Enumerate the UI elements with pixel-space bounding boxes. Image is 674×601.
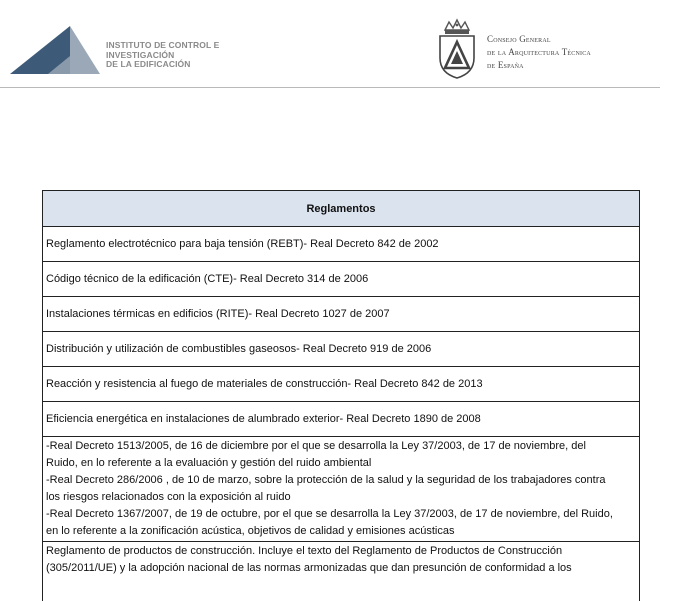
regulations-table bbox=[42, 190, 640, 601]
noise-line: -Real Decreto 286/2006 , de 10 de marzo, sobre la protección de la salud y la seguridad de los trabajadores contra bbox=[46, 474, 606, 486]
table-row: Reglamento electrotécnico para baja tensión (REBT)- Real Decreto 842 de 2002 bbox=[43, 227, 639, 262]
noise-line: en lo referente a la zonificación acústica, objetivos de calidad y emisiones acústicas bbox=[46, 525, 455, 537]
icie-org-name bbox=[106, 41, 219, 70]
noise-line: -Real Decreto 1367/2007, de 19 de octubre, por el que se desarrolla la Ley 37/2003, de 17 de noviembre, del Ruido, bbox=[46, 508, 613, 520]
noise-line: los riesgos relacionados con la exposición al ruido bbox=[46, 491, 291, 503]
noise-line: Ruido, en lo referente a la evaluación y gestión del ruido ambiental bbox=[46, 457, 372, 469]
cgate-line-1: Consejo General bbox=[487, 34, 551, 44]
products-line: (305/2011/UE) y la adopción nacional de las normas armonizadas que dan presunción de conformidad a los bbox=[46, 562, 572, 574]
noise-line: -Real Decreto 1513/2005, de 16 de diciembre por el que se desarrolla la Ley 37/2003, de 17 de noviembre, del bbox=[46, 440, 586, 452]
table-header: Reglamentos bbox=[43, 191, 639, 227]
page-header bbox=[0, 0, 674, 88]
cgate-line-2: de la Arquitectura Técnica bbox=[487, 47, 591, 57]
table-row: Código técnico de la edificación (CTE)- Real Decreto 314 de 2006 bbox=[43, 262, 639, 297]
icie-line-3: DE LA EDIFICACIÓN bbox=[106, 59, 191, 69]
header-divider bbox=[0, 87, 660, 88]
icie-logo-icon bbox=[8, 20, 100, 76]
table-row: Instalaciones térmicas en edificios (RITE)- Real Decreto 1027 de 2007 bbox=[43, 297, 639, 332]
table-row-products bbox=[43, 542, 639, 582]
table-row: Distribución y utilización de combustibles gaseosos- Real Decreto 919 de 2006 bbox=[43, 332, 639, 367]
icie-line-1: INSTITUTO DE CONTROL E bbox=[106, 40, 220, 50]
cgate-crest-icon bbox=[436, 18, 478, 80]
cgate-org-name bbox=[487, 33, 591, 72]
cgate-line-3: de España bbox=[487, 60, 524, 70]
icie-line-2: INVESTIGACIÓN bbox=[106, 49, 175, 60]
table-row: Eficiencia energética en instalaciones de alumbrado exterior- Real Decreto 1890 de 2008 bbox=[43, 402, 639, 437]
table-row: Reacción y resistencia al fuego de materiales de construcción- Real Decreto 842 de 2013 bbox=[43, 367, 639, 402]
table-row-noise bbox=[43, 437, 639, 542]
products-line: Reglamento de productos de construcción. Incluye el texto del Reglamento de Productos de Construcción bbox=[46, 545, 563, 557]
